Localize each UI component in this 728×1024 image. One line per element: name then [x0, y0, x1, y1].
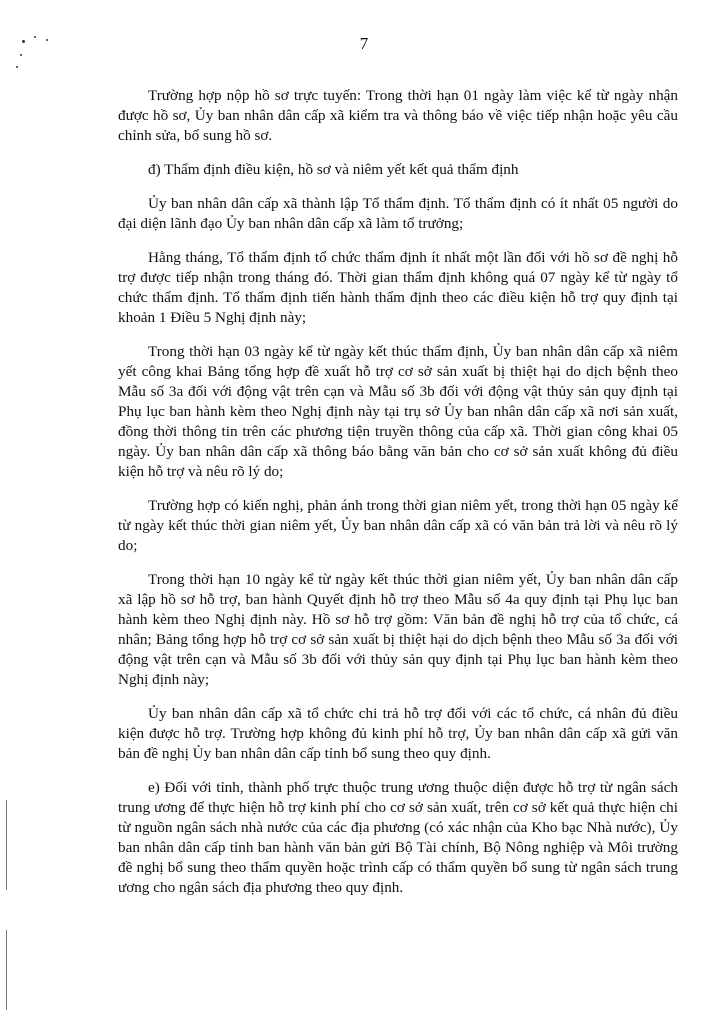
scan-speck	[20, 54, 22, 56]
scan-speck	[22, 40, 25, 43]
paragraph-online-submission: Trường hợp nộp hồ sơ trực tuyến: Trong thời hạn 01 ngày làm việc kể từ ngày nhận được hồ sơ, Ủy ban nhân dân cấp xã kiểm tra và thông báo về việc tiếp nhận hoặc yêu cầu chỉnh sửa, bổ sung hồ sơ.	[118, 87, 678, 144]
paragraph-appraisal-team: Ủy ban nhân dân cấp xã thành lập Tổ thẩm định. Tổ thẩm định có ít nhất 05 người do đại diện lãnh đạo Ủy ban nhân dân cấp xã làm tổ trưởng;	[118, 195, 678, 232]
paragraph-monthly-appraisal: Hằng tháng, Tổ thẩm định tổ chức thẩm định ít nhất một lần đối với hồ sơ đề nghị hỗ trợ được tiếp nhận trong tháng đó. Thời gian thẩm định không quá 07 ngày kể từ ngày tổ chức thẩm định. Tổ thẩm định tiến hành thẩm định theo các điều kiện hỗ trợ quy định tại khoản 1 Điều 5 Nghị định này;	[118, 249, 678, 326]
paragraph-public-posting: Trong thời hạn 03 ngày kể từ ngày kết thúc thẩm định, Ủy ban nhân dân cấp xã niêm yết công khai Bảng tổng hợp đề xuất hỗ trợ cơ sở sản xuất bị thiệt hại do dịch bệnh theo Mẫu số 3a đối với động vật trên cạn và Mẫu số 3b đối với động vật thủy sản quy định tại Phụ lục ban hành kèm theo Nghị định này tại trụ sở Ủy ban nhân dân cấp xã nơi sản xuất, đồng thời thông tin trên các phương tiện truyền thông của cấp xã. Thời gian công khai 05 ngày. Ủy ban nhân dân cấp xã thông báo bằng văn bản cho cơ sở sản xuất không đủ điều kiện hỗ trợ và nêu rõ lý do;	[118, 343, 678, 480]
paragraph-payment: Ủy ban nhân dân cấp xã tổ chức chi trả hỗ trợ đối với các tổ chức, cá nhân đủ điều kiện được hỗ trợ. Trường hợp không đủ kinh phí hỗ trợ, Ủy ban nhân dân cấp xã gửi văn bản đề nghị Ủy ban nhân dân cấp tỉnh bổ sung theo quy định.	[118, 705, 678, 762]
section-d-heading: đ) Thẩm định điều kiện, hồ sơ và niêm yết kết quả thẩm định	[148, 161, 519, 178]
section-e-paragraph: e) Đối với tỉnh, thành phố trực thuộc trung ương thuộc diện được hỗ trợ từ ngân sách trung ương để thực hiện hỗ trợ kinh phí cho cơ sở sản xuất, trên cơ sở kết quả thực hiện chi từ nguồn ngân sách nhà nước của các địa phương (có xác nhận của Kho bạc Nhà nước), Ủy ban nhân dân cấp tỉnh ban hành văn bản gửi Bộ Tài chính, Bộ Nông nghiệp và Môi trường đề nghị bổ sung theo thẩm quyền hoặc trình cấp có thẩm quyền bổ sung từ ngân sách trung ương cho ngân sách địa phương theo quy định.	[118, 779, 678, 896]
scan-edge-line	[6, 930, 7, 1010]
paragraph-complaints: Trường hợp có kiến nghị, phản ánh trong thời gian niêm yết, trong thời hạn 05 ngày kể từ ngày kết thúc thời gian niêm yết, Ủy ban nhân dân cấp xã có văn bản trả lời và nêu rõ lý do;	[118, 497, 678, 554]
document-body	[118, 86, 678, 912]
scan-speck	[46, 39, 48, 41]
paragraph-support-dossier: Trong thời hạn 10 ngày kể từ ngày kết thúc thời gian niêm yết, Ủy ban nhân dân cấp xã lập hồ sơ hỗ trợ, ban hành Quyết định hỗ trợ theo Mẫu số 4a quy định tại Phụ lục ban hành kèm theo Nghị định này. Hồ sơ hỗ trợ gồm: Văn bản đề nghị hỗ trợ của tổ chức, cá nhân; Bảng tổng hợp hỗ trợ cơ sở sản xuất bị thiệt hại do dịch bệnh theo Mẫu số 3a đối với động vật trên cạn và Mẫu số 3b đối với thủy sản quy định tại Phụ lục ban hành kèm theo Nghị định này;	[118, 571, 678, 688]
scan-speck	[34, 36, 36, 38]
scan-speck	[16, 66, 18, 68]
page-number: 7	[359, 34, 369, 53]
scan-edge-line	[6, 800, 7, 890]
